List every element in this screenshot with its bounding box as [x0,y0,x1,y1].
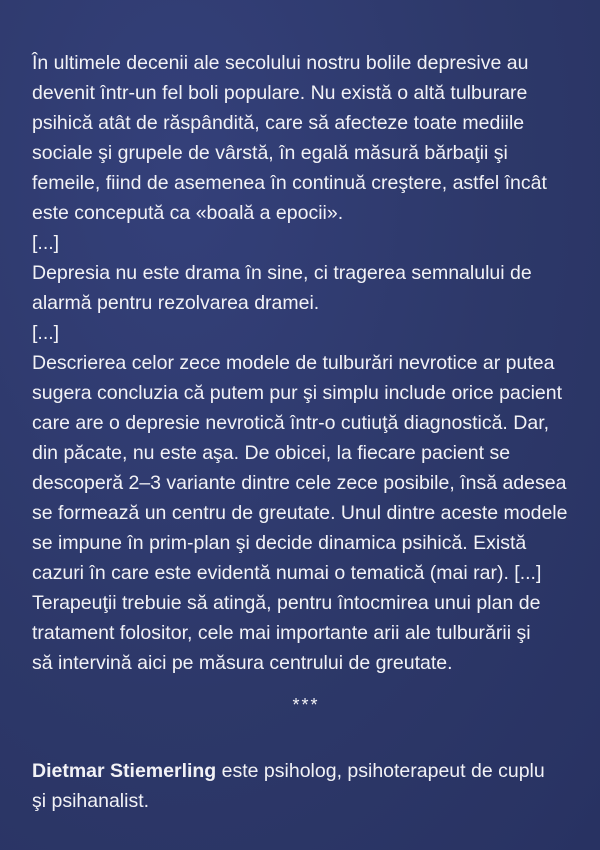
author-bio-line-1 [32,756,580,786]
blurb-paragraph-1 [32,48,580,228]
text-line: Terapeuţii trebuie să atingă, pentru întocmirea unui plan de [32,592,541,614]
text-line: sugera concluzia că putem pur şi simplu include orice pacient [32,382,563,404]
text-line: din păcate, nu este aşa. De obicei, la fiecare pacient se [32,442,511,464]
text-line: se impune în prim-plan şi decide dinamica psihică. Există [32,532,527,554]
author-name: Dietmar Stiemerling [32,760,217,782]
text-line: psihică atât de răspândită, care să afecteze toate mediile [32,112,525,134]
text-line: În ultimele decenii ale secolului nostru bolile depresive au [32,52,529,74]
text-line: sociale şi grupele de vârstă, în egală măsură bărbaţii şi [32,142,508,164]
text-line: se formează un centru de greutate. Unul dintre aceste modele [32,502,568,524]
blurb-paragraph-2 [32,258,580,318]
text-line: care are o depresie nevrotică într-o cutiuţă diagnostică. Dar, [32,412,550,434]
text-line: Descrierea celor zece modele de tulburări nevrotice ar putea [32,352,555,374]
text-line: Depresia nu este drama în sine, ci tragerea semnalului de [32,262,532,284]
text-line: este concepută ca «boală a epocii». [32,202,344,224]
section-separator: *** [292,695,320,715]
author-bio-text: este psiholog, psihoterapeut de cuplu [216,760,545,782]
text-line: cazuri în care este evidentă numai o tematică (mai rar). [...] [32,562,542,584]
omission-marker: [...] [32,232,60,254]
omission-marker: [...] [32,322,60,344]
blurb-paragraph-3 [32,348,580,678]
text-line: femeile, fiind de asemenea în continuă creştere, astfel încât [32,172,547,194]
text-line: să intervină aici pe măsura centrului de greutate. [32,652,453,674]
author-bio [32,756,580,816]
text-line: descoperă 2–3 variante dintre cele zece posibile, însă adesea [32,472,567,494]
text-line: devenit într-un fel boli populare. Nu există o altă tulburare [32,82,528,104]
text-line: alarmă pentru rezolvarea dramei. [32,292,320,314]
text-line: tratament folositor, cele mai importante arii ale tulburării şi [32,622,531,644]
author-bio-line-2: şi psihanalist. [32,790,150,812]
